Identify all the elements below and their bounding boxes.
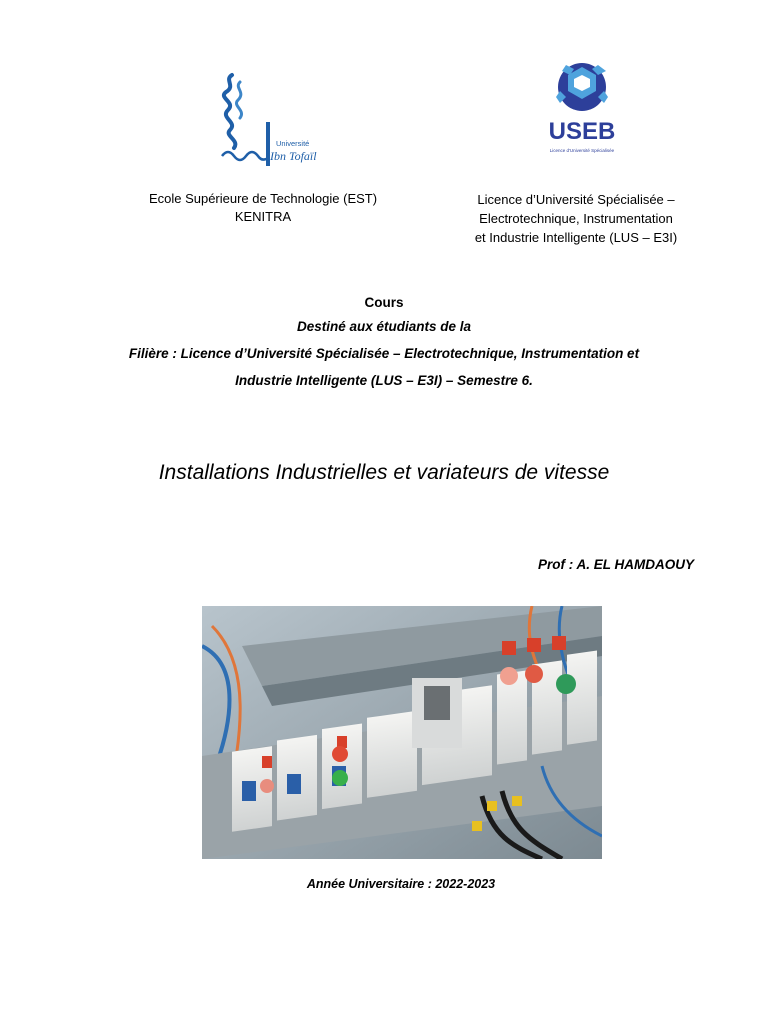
professor: Prof : A. EL HAMDAOUY <box>537 557 694 572</box>
universite-ibn-tofail-logo <box>218 70 320 175</box>
logo-right-text-main: USEB <box>548 118 616 145</box>
institution-right <box>438 190 714 247</box>
course-line2: Filière : Licence d’Université Spécialisée – Electrotechnique, Instrumentation et <box>128 346 640 361</box>
course-line1: Destiné aux étudiants de la <box>296 319 472 334</box>
logo-left-text-main: Université <box>276 139 310 148</box>
electrical-panel-photo <box>202 606 602 859</box>
logo-right-text-sub: Licence d'Université Spécialisée <box>549 148 615 153</box>
institution-right-line3: et Industrie Intelligente (LUS – E3I) <box>474 230 678 245</box>
institution-right-line2: Electrotechnique, Instrumentation <box>479 211 673 226</box>
document-title: Installations Industrielles et variateurs de vitesse <box>158 461 610 484</box>
institution-left-line1: Ecole Supérieure de Technologie (EST) <box>148 191 378 206</box>
academic-year: Année Universitaire : 2022-2023 <box>306 877 496 891</box>
logo-left-text-name: Ibn Tofaïl <box>270 149 317 163</box>
institution-left <box>118 190 408 226</box>
useb-logo <box>536 57 628 162</box>
institution-right-line1: Licence d’Université Spécialisée – <box>477 192 675 207</box>
course-description <box>60 293 708 391</box>
institution-left-line2: KENITRA <box>234 209 292 224</box>
course-line3: Industrie Intelligente (LUS – E3I) – Semestre 6. <box>235 373 533 388</box>
course-label: Cours <box>364 295 404 310</box>
